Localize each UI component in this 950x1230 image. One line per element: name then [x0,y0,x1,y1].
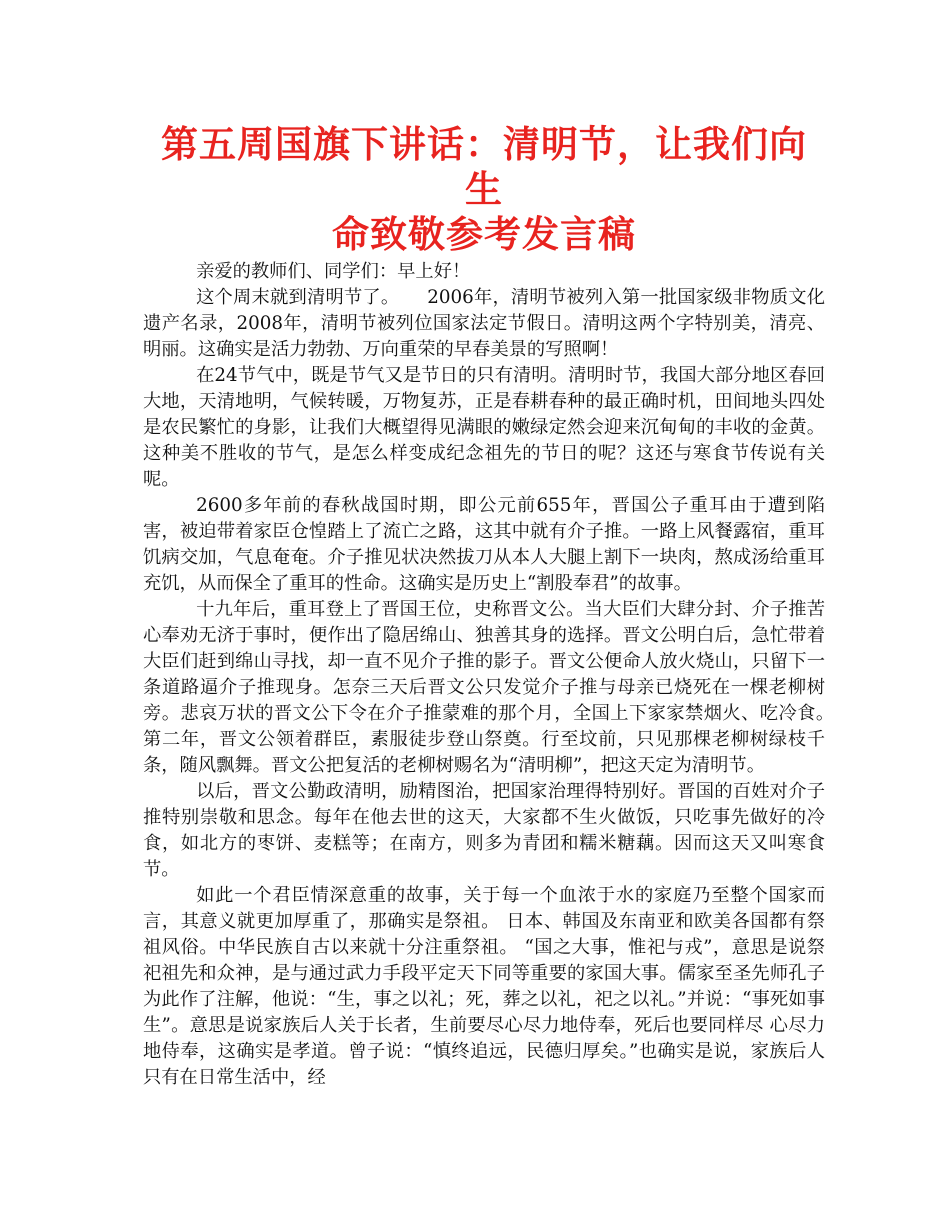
title-line-1: 第五周国旗下讲话：清明节，让我们向生 [161,123,807,211]
paragraph-history: 2600多年前的春秋战国时期，即公元前655年，晋国公子重耳由于遭到陷害，被迫带着家臣仓惶踏上了流亡之路，这其中就有介子推。一路上风餐露宿，重耳饥病交加，气息奄奄。介子推见状决然拔刀从本人大腿上割下一块肉，熬成汤给重耳充饥，从而保全了重耳的性命。这确实是历史上“割股奉君”的故事。 [143,495,825,594]
paragraph-ancestor-worship: 如此一个君臣情深意重的故事，关于每一个血浓于水的家庭乃至整个国家而言，其意义就更加厚重了，那确实是祭祖。 日本、韩国及东南亚和欧美各国都有祭祖风俗。中华民族自古以来就十分注重祭祖。 “国之大事，惟祀与戎”，意思是说祭祀祖先和众神，是与通过武力手段平定天下同等重要的家国大事。儒家至圣先师孔子为此作了注解，他说：“生，事之以礼；死，葬之以礼，祀之以礼。”并说：“事死如事生”。意思是说家族后人关于长者，生前要尽心尽力地侍奉，死后也要同样尽 心尽力地侍奉，这确实是孝道。曾子说：“慎终追远，民德归厚矣。”也确实是说，家族后人只有在日常生活中，经 [143,885,825,1088]
paragraph-greeting: 亲爱的教师们、同学们：早上好！ [196,261,471,282]
title-line-2: 命致敬参考发言稿 [332,213,636,256]
document-title [143,122,825,257]
paragraph-solar-term: 在24节气中，既是节气又是节日的只有清明。清明时节，我国大部分地区春回大地，天清地明，气候转暖，万物复苏，正是春耕春种的最正确时机，田间地头四处是农民繁忙的身影，让我们大概望得见满眼的嫩绿定然会迎来沉甸甸的丰收的金黄。这种美不胜收的节气，是怎么样变成纪念祖先的节日的呢？这还与寒食节传说有关呢。 [143,365,825,490]
paragraph-cold-food: 以后，晋文公勤政清明，励精图治，把国家治理得特别好。晋国的百姓对介子推特别崇敬和思念。每年在他去世的这天，大家都不生火做饭，只吃事先做好的冷食，如北方的枣饼、麦糕等；在南方，则多为青团和糯米糖藕。因而这天又叫寒食节。 [143,781,825,880]
document-page [143,122,862,1091]
document-body [143,259,862,1091]
paragraph-jin-wen-gong: 十九年后，重耳登上了晋国王位，史称晋文公。当大臣们大肆分封、介子推苦心奉劝无济于事时，便作出了隐居绵山、独善其身的选择。晋文公明白后，急忙带着大臣们赶到绵山寻找，却一直不见介子推的影子。晋文公便命人放火烧山，只留下一条道路逼介子推现身。怎奈三天后晋文公只发觉介子推与母亲已烧死在一棵老柳树旁。悲哀万状的晋文公下令在介子推蒙难的那个月，全国上下家家禁烟火、吃冷食。 第二年，晋文公领着群臣，素服徒步登山祭奠。行至坟前，只见那棵老柳树绿枝千条，随风飘舞。晋文公把复活的老柳树赐名为“清明柳”，把这天定为清明节。 [143,599,862,776]
paragraph-intro: 这个周末就到清明节了。 2006年，清明节被列入第一批国家级非物质文化遗产名录，2008年，清明节被列位国家法定节假日。清明这两个字特别美，清亮、明丽。这确实是活力勃勃、万向重荣的早春美景的写照啊！ [143,287,825,360]
